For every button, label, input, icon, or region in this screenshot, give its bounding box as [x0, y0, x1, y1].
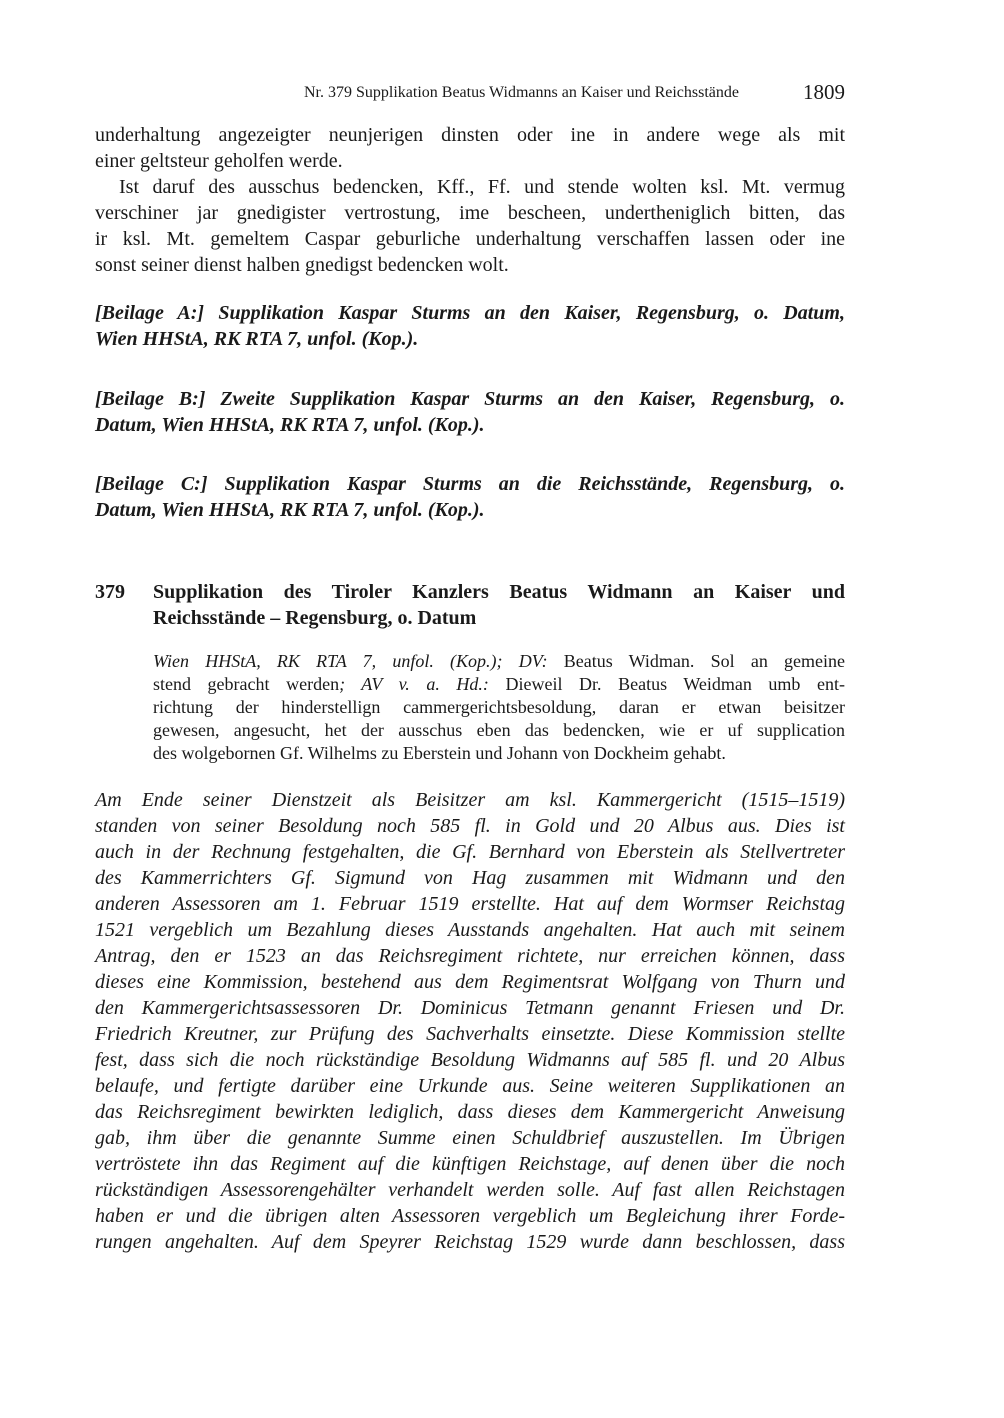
page-number: 1809 — [803, 80, 845, 104]
text-line: [Beilage C:] Supplikation Kaspar Sturms an die Reichsstände, Regensburg, o. — [95, 473, 845, 495]
text-segment: Dieweil Dr. Beatus Weidman umb ent- — [505, 674, 845, 694]
source-note — [153, 650, 845, 765]
text-line: underhaltung angezeigter neunjerigen dinsten oder ine in andere wege als mit — [95, 124, 845, 146]
text-line: Am Ende seiner Dienstzeit als Beisitzer am ksl. Kammergericht (1515–1519) — [95, 789, 845, 811]
text-line: Datum, Wien HHStA, RK RTA 7, unfol. (Kop.). — [95, 414, 485, 436]
text-line: Supplikation des Tiroler Kanzlers Beatus Widmann an Kaiser und — [153, 581, 845, 603]
text-line: Reichsstände – Regensburg, o. Datum — [153, 607, 477, 629]
beilage-b — [95, 386, 845, 438]
text-line: auch in der Rechnung festgehalten, die Gf. Bernhard von Eberstein als Stellvertreter — [95, 841, 845, 863]
document-number: 379 — [95, 581, 125, 603]
text-line: Ist daruf des ausschus bedencken, Kff., Ff. und stende wolten ksl. Mt. vermug — [119, 176, 845, 198]
text-line: vertröstete ihn das Regiment auf die künftigen Reichstage, auf denen über die noch — [95, 1153, 845, 1175]
text-segment: gewesen, angesucht, het der ausschus eben das bedencken, wie er uf supplication — [153, 720, 845, 740]
text-line: sonst seiner dienst halben gnedigst bedencken wolt. — [95, 254, 509, 276]
beilage-a — [95, 300, 845, 352]
paragraph-1 — [95, 122, 845, 174]
text-line: 1521 vergeblich um Bezahlung dieses Ausstands angehalten. Hat auch mit seinem — [95, 919, 845, 941]
text-line: den Kammergerichtsassessoren Dr. Dominicus Tetmann genannt Friesen und Dr. — [95, 997, 845, 1019]
text-line — [153, 742, 845, 765]
text-line: fest, dass sich die noch rückständige Besoldung Widmanns auf 585 fl. und 20 Albus — [95, 1049, 845, 1071]
text-line — [153, 696, 845, 719]
text-line: [Beilage B:] Zweite Supplikation Kaspar Sturms an den Kaiser, Regensburg, o. — [95, 388, 845, 410]
text-line: Antrag, den er 1523 an das Reichsregiment richtete, nur erreichen können, dass — [95, 945, 845, 967]
text-segment: richtung der hinderstellign cammergerichtsbesoldung, daran er etwan beisitzer — [153, 697, 845, 717]
running-header — [95, 80, 845, 108]
running-header-title: Nr. 379 Supplikation Beatus Widmanns an Kaiser und Reichsstände — [304, 84, 739, 101]
text-line: anderen Assessoren am 1. Februar 1519 erstellte. Hat auf dem Wormser Reichstag — [95, 893, 845, 915]
text-segment: Wien HHStA, RK RTA 7, unfol. (Kop.); DV: — [153, 651, 564, 671]
text-line: gab, ihm über die genannte Summe einen Schuldbrief auszustellen. Im Übrigen — [95, 1127, 845, 1149]
paragraph-2 — [95, 174, 845, 278]
text-line: Friedrich Kreutner, zur Prüfung des Sachverhalts einsetzte. Diese Kommission stellte — [95, 1023, 845, 1045]
document-heading — [153, 579, 845, 631]
text-line: ir ksl. Mt. gemeltem Caspar geburliche underhaltung verschaffen lassen oder ine — [95, 228, 845, 250]
text-line: rückständigen Assessorengehälter verhandelt werden solle. Auf fast allen Reichstagen — [95, 1179, 845, 1201]
text-line: einer geltsteur geholfen werde. — [95, 150, 343, 172]
text-line: standen von seiner Besoldung noch 585 fl. in Gold und 20 Albus aus. Dies ist — [95, 815, 845, 837]
text-line: [Beilage A:] Supplikation Kaspar Sturms an den Kaiser, Regensburg, o. Datum, — [95, 302, 845, 324]
text-segment: des wolgebornen Gf. Wilhelms zu Eberstein und Johann von Dockheim gehabt. — [153, 743, 726, 763]
text-segment: stend gebracht werden — [153, 674, 340, 694]
text-segment: ; AV v. a. Hd.: — [339, 674, 506, 694]
text-line: Wien HHStA, RK RTA 7, unfol. (Kop.). — [95, 328, 419, 350]
text-line: des Kammerrichters Gf. Sigmund von Hag zusammen mit Widmann und den — [95, 867, 845, 889]
text-line: verschiner jar gnedigister vertrostung, ime bescheen, undertheniglich bitten, das — [95, 202, 845, 224]
text-line: belaufe, und fertigte darüber eine Urkunde aus. Seine weiteren Supplikationen an — [95, 1075, 845, 1097]
text-line: Datum, Wien HHStA, RK RTA 7, unfol. (Kop.). — [95, 499, 485, 521]
beilage-c — [95, 471, 845, 523]
text-line — [153, 650, 845, 673]
text-line: das Reichsregiment bewirkten lediglich, dass dieses dem Kammergericht Anweisung — [95, 1101, 845, 1123]
commentary — [95, 787, 845, 1255]
text-line: rungen angehalten. Auf dem Speyrer Reichstag 1529 wurde dann beschlossen, dass — [95, 1231, 845, 1253]
text-line: haben er und die übrigen alten Assessoren vergeblich um Begleichung ihrer Forde- — [95, 1205, 845, 1227]
text-line — [153, 719, 845, 742]
text-line: dieses eine Kommission, bestehend aus dem Regimentsrat Wolfgang von Thurn und — [95, 971, 845, 993]
text-segment: Beatus Widman. Sol an gemeine — [563, 651, 845, 671]
text-line — [153, 673, 845, 696]
